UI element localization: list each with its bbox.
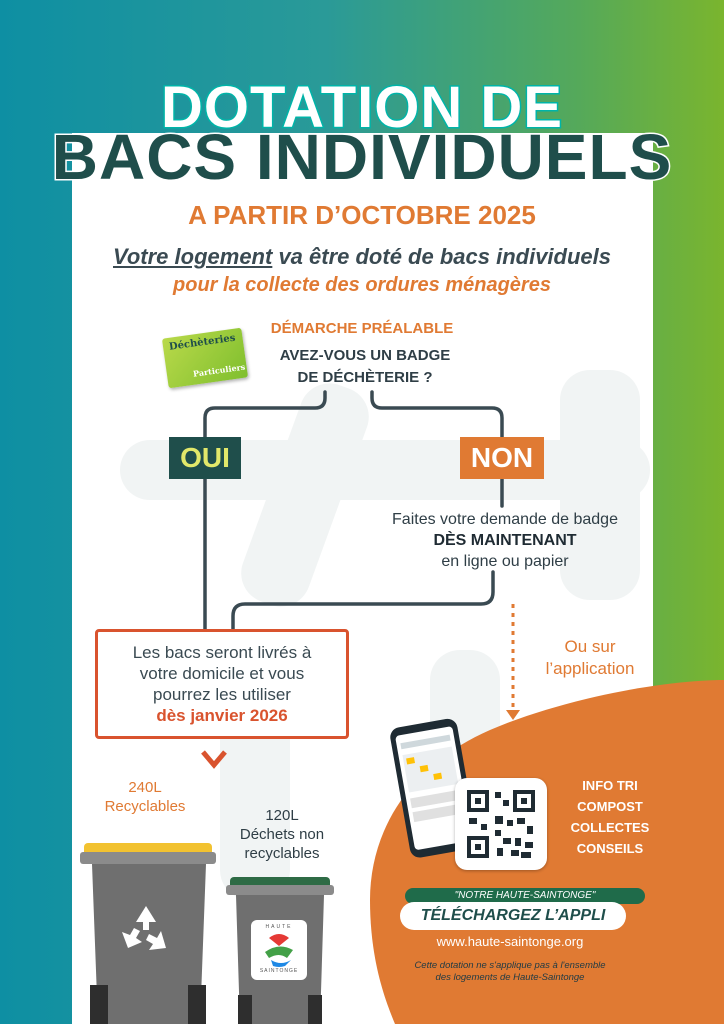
request-line-1: Faites votre demande de badge: [392, 511, 618, 528]
intro-underlined: Votre logement: [113, 244, 273, 269]
green-bin-label: [222, 806, 342, 863]
badge-question: [240, 345, 490, 389]
question-line-1: AVEZ-VOUS UN BADGE: [279, 347, 451, 364]
no-box: NON: [460, 437, 544, 479]
badge-request-text: [360, 509, 650, 572]
request-line-3: en ligne ou papier: [441, 553, 569, 570]
intro-rest: va être doté de bacs individuels: [272, 244, 611, 269]
website-link[interactable]: www.haute-saintonge.org: [436, 934, 584, 949]
app-alternative: [530, 636, 650, 680]
request-bold: DÈS MAINTENANT: [433, 532, 577, 549]
badge-card-bottom: Particuliers: [192, 361, 246, 379]
title-line-2: BACS INDIVIDUELS: [51, 121, 673, 193]
start-date: A PARTIR D’OCTOBRE 2025: [188, 200, 536, 230]
delivery-date: dès janvier 2026: [156, 706, 288, 725]
green-bin-type-1: Déchets non: [239, 826, 325, 843]
delivery-line-1: Les bacs seront livrés à: [132, 643, 312, 662]
download-app-button[interactable]: TÉLÉCHARGEZ L’APPLI: [400, 902, 626, 930]
green-bin-volume: 120L: [265, 807, 299, 824]
question-line-2: DE DÉCHÈTERIE ?: [297, 369, 433, 386]
app-line-1: Ou sur: [564, 637, 616, 656]
note-line-1: Cette dotation ne s'applique pas à l'ensemble: [414, 960, 606, 971]
title-line-1: DOTATION DE: [161, 75, 563, 140]
qr-code[interactable]: [455, 778, 547, 870]
app-features: [545, 775, 675, 859]
delivery-line-3: pourrez les utiliser: [153, 685, 291, 704]
feature-collectes: COLLECTES: [570, 820, 650, 835]
delivery-box: [95, 629, 349, 739]
feature-conseils: CONSEILS: [576, 841, 644, 856]
note-line-2: des logements de Haute-Saintonge: [435, 972, 585, 983]
badge-card-top: Déchèteries: [168, 332, 237, 353]
scope-note: [395, 960, 625, 984]
dotted-arrow-head: [506, 710, 520, 720]
intro-line-1: [0, 244, 724, 270]
app-line-2: l’application: [545, 659, 635, 678]
delivery-line-2: votre domicile et vous: [139, 664, 305, 683]
feature-info-tri: INFO TRI: [582, 778, 638, 793]
haute-saintonge-logo: [251, 920, 307, 980]
yes-box: OUI: [169, 437, 241, 479]
logo-bottom-text: SAINTONGE: [259, 968, 299, 974]
yellow-bin-type: Recyclables: [104, 798, 186, 815]
yellow-bin: [80, 843, 216, 1024]
green-bin-type-2: recyclables: [244, 845, 320, 862]
yellow-bin-volume: 240L: [128, 779, 162, 796]
intro-line-2: pour la collecte des ordures ménagères: [173, 274, 551, 296]
app-tagline: "NOTRE HAUTE-SAINTONGE": [405, 888, 645, 904]
logo-top-text: HAUTE: [265, 924, 293, 930]
yellow-bin-label: [85, 778, 205, 816]
feature-compost: COMPOST: [577, 799, 643, 814]
preliminary-step-label: DÉMARCHE PRÉALABLE: [270, 320, 454, 337]
